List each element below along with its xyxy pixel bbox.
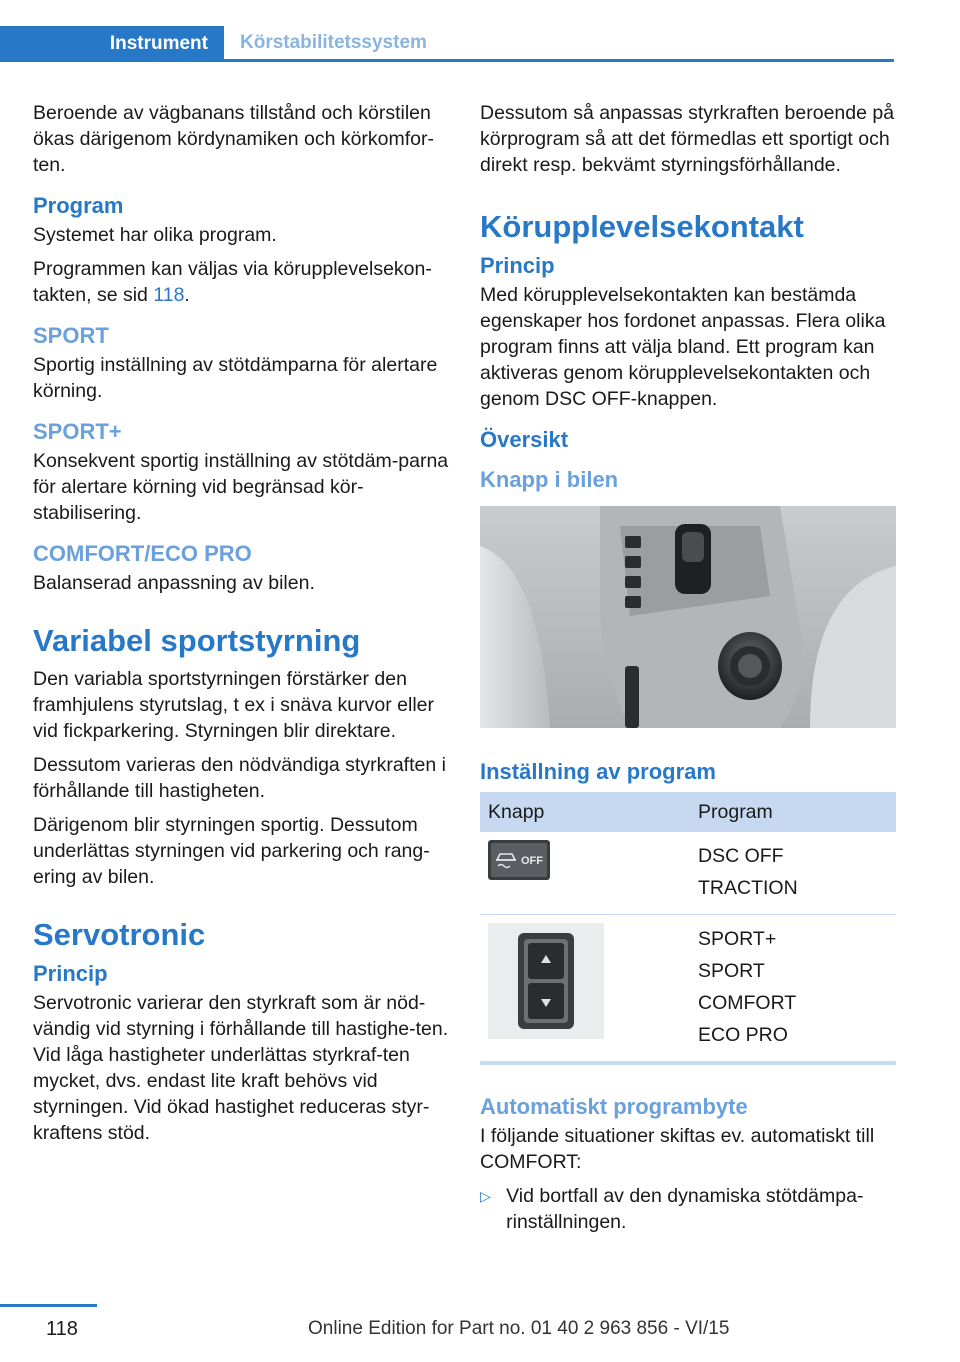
program-traction: TRACTION [698, 877, 798, 899]
variabel-text-2: Dessutom varieras den nödvändiga styrkraften i förhållande till hastigheten. [33, 754, 446, 802]
tab-instrument[interactable]: Instrument [0, 26, 224, 62]
automatiskt-text: I följande situationer skiftas ev. automatiskt till COMFORT: [480, 1125, 875, 1173]
program-eco-pro: ECO PRO [698, 1024, 788, 1046]
program-dsc-off: DSC OFF [698, 845, 784, 867]
sport-text: Sportig inställning av stötdämparna för alertare körning. [33, 354, 438, 402]
header-rule [0, 59, 894, 62]
program-heading: Program [33, 193, 124, 218]
list-item [480, 1183, 896, 1235]
program-comfort: COMFORT [698, 992, 797, 1014]
oversikt-heading: Översikt [480, 427, 569, 452]
princip-text: Med körupplevelsekontakten kan bestämda egenskaper hos fordonet anpassas. Flera olika program finns att välja bland. Ett program kan aktiveras genom körupplevelsekontakten och genom DSC OFF-knappen. [480, 284, 886, 410]
right-intro-paragraph: Dessutom så anpassas styrkraften beroende på körprogram så att det förmedlas ett sportigt och direkt resp. bekvämt styrningsförhållande. [480, 102, 895, 176]
tab-korstabilitetssystem[interactable]: Körstabilitetssystem [240, 32, 427, 53]
variabel-text-3: Därigenom blir styrningen sportig. Dessutom underlättas styrningen vid parkering och rang-ering av bilen. [33, 814, 430, 888]
variabel-text-1: Den variabla sportstyrningen förstärker den framhjulens styrutslag, t ex i snäva kurvor eller vid fickparkering. Styrningen blir direktare. [33, 668, 434, 742]
program-text-2 [33, 256, 449, 308]
automatiskt-programbyte-heading: Automatiskt programbyte [480, 1094, 748, 1119]
sport-heading: SPORT [33, 323, 109, 348]
page-header [0, 26, 894, 62]
bullet-text: Vid bortfall av den dynamiska stötdämpa-rinställningen. [506, 1185, 864, 1233]
princip-heading: Princip [480, 253, 555, 278]
footer-rule [0, 1304, 97, 1307]
program-table [480, 792, 896, 1065]
servotronic-text: Servotronic varierar den styrkraft som är nöd-vändig vid styrning i förhållande till hastighe-ten. Vid låga hastigheter underlättas styrkraf-ten mycket, dvs. endast lite kraft behövs vid styrningen. Vid ökad hastighet reduceras styr-kraftens stöd. [33, 992, 449, 1144]
footer-edition: Online Edition for Part no. 01 40 2 963 856 - VI/15 [308, 1318, 730, 1339]
comfort-text: Balanserad anpassning av bilen. [33, 572, 315, 594]
rocker-switch-icon [488, 923, 604, 1039]
dsc-off-icon-text: OFF [521, 855, 543, 867]
knapp-i-bilen-heading: Knapp i bilen [480, 467, 619, 492]
dsc-off-programs-cell [690, 832, 896, 915]
program-text-2-post: . [184, 284, 190, 306]
col-program-header: Program [690, 792, 896, 832]
bullet-triangle-icon: ▷ [480, 1188, 491, 1204]
rocker-programs-cell [690, 915, 896, 1064]
variabel-heading: Variabel sportstyrning [33, 623, 361, 658]
page-link-118[interactable]: 118 [153, 284, 185, 306]
intro-paragraph: Beroende av vägbanans tillstånd och körstilen ökas därigenom kördynamiken och körkomfor-ten. [33, 102, 435, 176]
program-text-1: Systemet har olika program. [33, 224, 277, 246]
sportplus-heading: SPORT+ [33, 419, 122, 444]
car-console-photo [480, 506, 896, 728]
left-column [33, 100, 449, 1154]
program-text-2-pre: Programmen kan väljas via körupplevelsekon-takten, se sid [33, 258, 432, 306]
right-column [480, 100, 896, 1235]
col-knapp-header: Knapp [480, 792, 690, 832]
servotronic-heading: Servotronic [33, 917, 206, 952]
table-row [480, 915, 896, 1064]
table-row [480, 832, 896, 915]
korupplevelsekontakt-heading: Körupplevelsekontakt [480, 209, 804, 244]
dsc-off-button-icon [488, 840, 550, 880]
installning-heading: Inställning av program [480, 759, 716, 784]
program-sport-plus: SPORT+ [698, 928, 777, 950]
comfort-heading: COMFORT/ECO PRO [33, 541, 252, 566]
table-header-row [480, 792, 896, 832]
rocker-switch-cell [480, 915, 690, 1064]
dsc-off-button-cell [480, 832, 690, 915]
program-sport: SPORT [698, 960, 765, 982]
page-number: 118 [46, 1318, 78, 1340]
servotronic-princip-heading: Princip [33, 961, 108, 986]
sportplus-text: Konsekvent sportig inställning av stötdäm-parna för alertare körning vid begränsad kör-stabilisering. [33, 450, 449, 524]
